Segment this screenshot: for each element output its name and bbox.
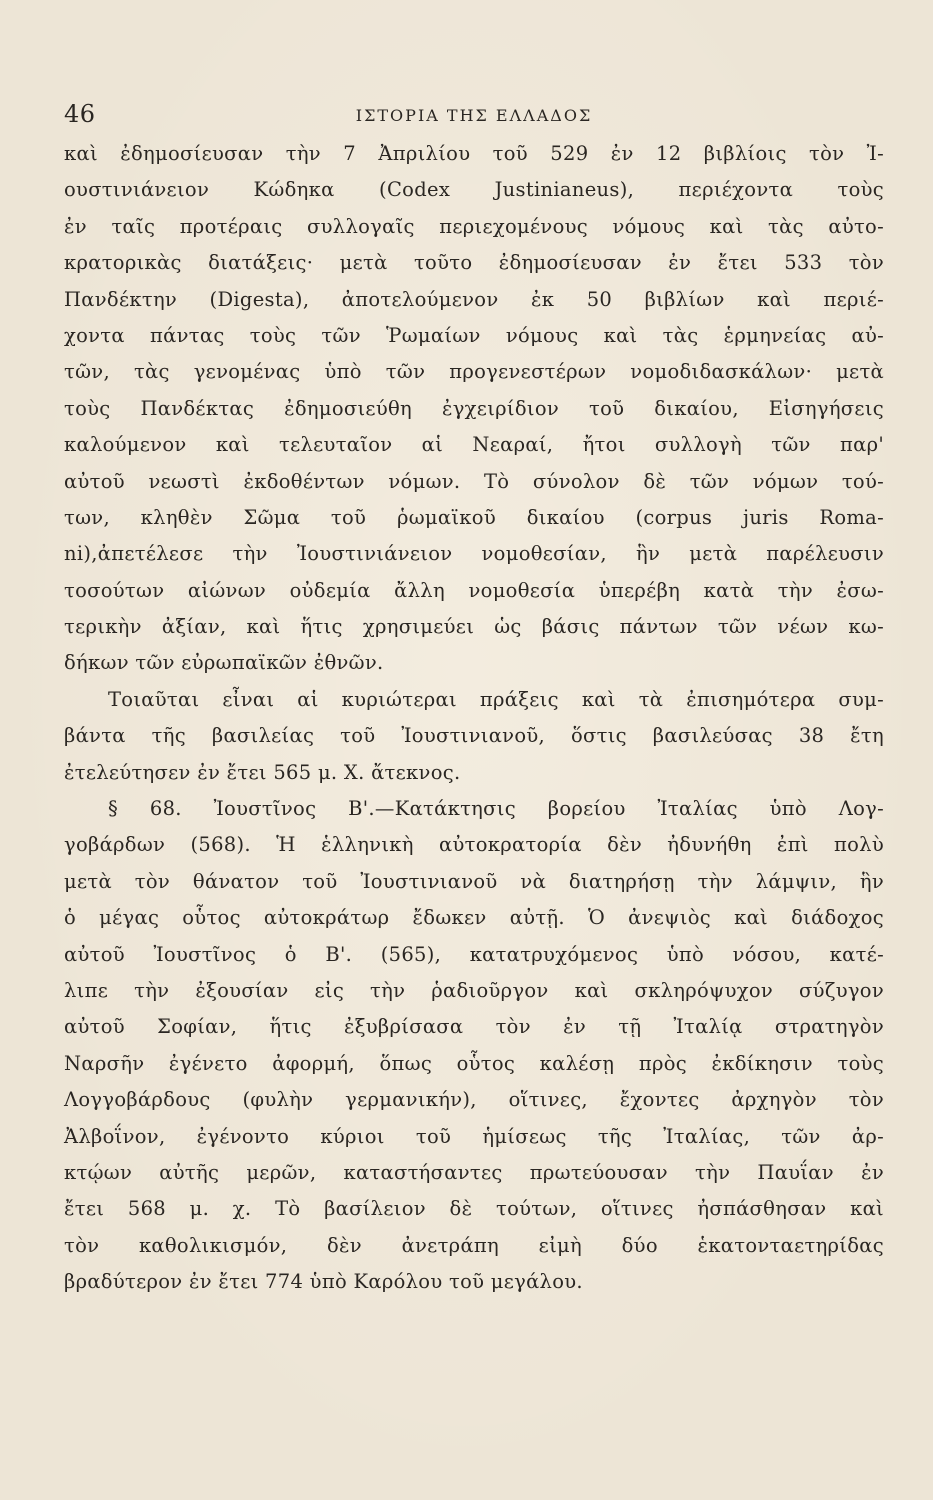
text-line: Ναρσῆν ἐγένετο ἀφορμή, ὅπως οὗτος καλέσῃ πρὸς ἐκδίκησιν τοὺς bbox=[64, 1051, 884, 1075]
text-line: κτῴων αὐτῆς μερῶν, καταστήσαντες πρωτεύουσαν τὴν Παυΐαν ἐν bbox=[64, 1160, 884, 1184]
text-line: τοσούτων αἰώνων οὐδεμία ἄλλη νομοθεσία ὑπερέβη κατὰ τὴν ἐσω- bbox=[64, 578, 884, 602]
running-head: ΙΣΤΟΡΙΑ ΤΗΣ ΕΛΛΑΔΟΣ bbox=[355, 106, 593, 125]
text-line: ἐτελεύτησεν ἐν ἔτει 565 μ. Χ. ἄτεκνος. bbox=[64, 760, 461, 784]
text-line: κρατορικὰς διατάξεις· μετὰ τοῦτο ἐδημοσίευσαν ἐν ἔτει 533 τὸν bbox=[64, 251, 884, 275]
text-line: αὐτοῦ Σοφίαν, ἥτις ἐξυβρίσασα τὸν ἐν τῇ Ἰταλίᾳ στρατηγὸν bbox=[64, 1015, 884, 1039]
text-line: τερικὴν ἀξίαν, καὶ ἥτις χρησιμεύει ὡς βάσις πάντων τῶν νέων κω- bbox=[64, 615, 884, 639]
text-line: Ἀλβοΐνον, ἐγένοντο κύριοι τοῦ ἡμίσεως τῆς Ἰταλίας, τῶν ἀρ- bbox=[64, 1124, 884, 1148]
text-line: των, κληθὲν Σῶμα τοῦ ῥωμαϊκοῦ δικαίου (corpus juris Roma- bbox=[64, 505, 884, 529]
text-line: αὐτοῦ νεωστὶ ἐκδοθέντων νόμων. Τὸ σύνολον δὲ τῶν νόμων τού- bbox=[64, 469, 884, 493]
text-line: Πανδέκτην (Digesta), ἀποτελούμενον ἐκ 50 βιβλίων καὶ περιέ- bbox=[64, 287, 884, 311]
text-line: Τοιαῦται εἶναι αἱ κυριώτεραι πράξεις καὶ τὰ ἐπισημότερα συμ- bbox=[108, 687, 884, 711]
text-line: Λογγοβάρδους (φυλὴν γερμανικήν), οἵτινες, ἔχοντες ἀρχηγὸν τὸν bbox=[64, 1088, 884, 1112]
text-line: ὁ μέγας οὗτος αὐτοκράτωρ ἔδωκεν αὐτῇ. Ὁ ἀνεψιὸς καὶ διάδοχος bbox=[64, 906, 884, 930]
text-line: καλούμενον καὶ τελευταῖον αἱ Νεαραί, ἤτοι συλλογὴ τῶν παρ' bbox=[64, 433, 884, 457]
text-line: ἔτει 568 μ. χ. Τὸ βασίλειον δὲ τούτων, οἵτινες ἠσπάσθησαν καὶ bbox=[64, 1197, 884, 1221]
text-line: ni),ἀπετέλεσε τὴν Ἰουστινιάνειον νομοθεσίαν, ἣν μετὰ παρέλευσιν bbox=[64, 542, 884, 566]
text-line: τοὺς Πανδέκτας ἐδημοσιεύθη ἐγχειρίδιον τοῦ δικαίου, Εἰσηγήσεις bbox=[64, 396, 884, 420]
text-line: αὐτοῦ Ἰουστῖνος ὁ Β'. (565), κατατρυχόμενος ὑπὸ νόσου, κατέ- bbox=[64, 942, 884, 966]
text-line: βραδύτερον ἐν ἔτει 774 ὑπὸ Καρόλου τοῦ μεγάλου. bbox=[64, 1270, 583, 1294]
text-line: γοβάρδων (568). Ἡ ἑλληνικὴ αὐτοκρατορία δὲν ἠδυνήθη ἐπὶ πολὺ bbox=[64, 833, 884, 857]
text-line: καὶ ἐδημοσίευσαν τὴν 7 Ἀπριλίου τοῦ 529 ἐν 12 βιβλίοις τὸν Ἰ- bbox=[64, 142, 884, 165]
text-line: τῶν, τὰς γενομένας ὑπὸ τῶν προγενεστέρων νομοδιδασκάλων· μετὰ bbox=[64, 360, 884, 384]
body-text bbox=[64, 136, 884, 1301]
text-line: λιπε τὴν ἐξουσίαν εἰς τὴν ῥαδιοῦργον καὶ σκληρόψυχον σύζυγον bbox=[64, 978, 884, 1002]
text-line: ουστινιάνειον Κώδηκα (Codex Justinianeus), περιέχοντα τοὺς bbox=[64, 178, 884, 202]
text-line: μετὰ τὸν θάνατον τοῦ Ἰουστινιανοῦ νὰ διατηρήσῃ τὴν λάμψιν, ἣν bbox=[64, 869, 884, 893]
text-line: δήκων τῶν εὐρωπαϊκῶν ἐθνῶν. bbox=[64, 651, 384, 675]
text-line: χοντα πάντας τοὺς τῶν Ῥωμαίων νόμους καὶ τὰς ἑρμηνείας αὐ- bbox=[64, 323, 884, 347]
text-line: βάντα τῆς βασιλείας τοῦ Ἰουστινιανοῦ, ὅστις βασιλεύσας 38 ἔτη bbox=[64, 724, 884, 748]
page-number: 46 bbox=[64, 100, 96, 128]
text-line: ἐν ταῖς προτέραις συλλογαῖς περιεχομένους νόμους καὶ τὰς αὐτο- bbox=[64, 214, 884, 238]
page-header bbox=[64, 100, 884, 132]
text-line: τὸν καθολικισμόν, δὲν ἀνετράπη εἰμὴ δύο ἑκατονταετηρίδας bbox=[64, 1233, 884, 1257]
section-heading-line: § 68. Ἰουστῖνος Β'.—Κατάκτησις βορείου Ἰταλίας ὑπὸ Λογ- bbox=[108, 797, 884, 821]
